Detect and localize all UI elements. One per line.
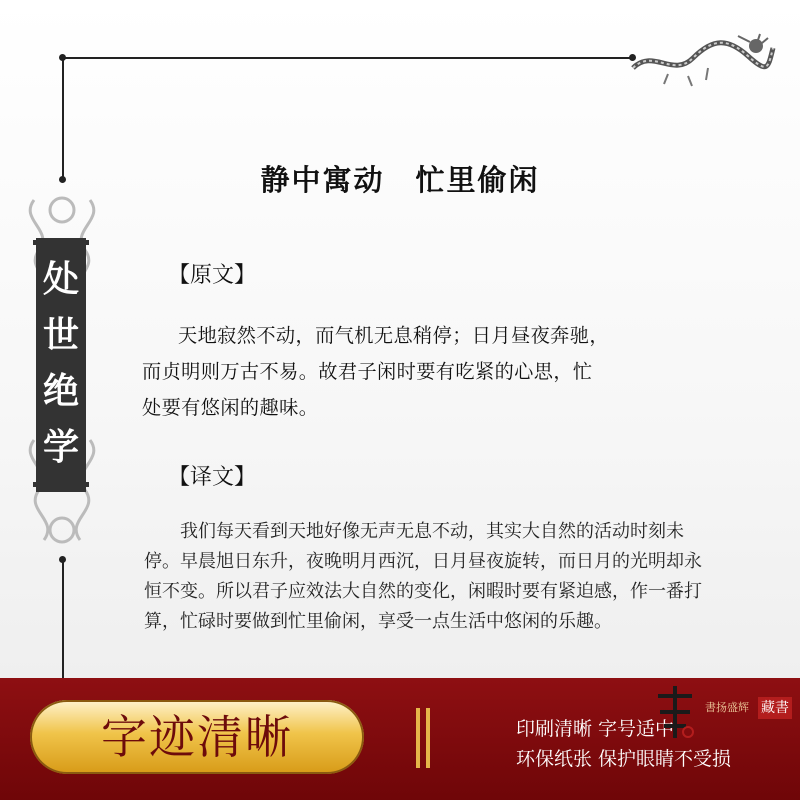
original-heading: 【原文】 [168,263,257,288]
translation-line: 算，忙碌时要做到忙里偷闲，享受一点生活中悠闲的乐趣。 [144,611,612,632]
calligraphy-mark [650,682,700,742]
banner-bar [33,240,89,245]
translation-text [144,517,784,637]
original-line: 天地寂然不动，而气机无息稍停；日月昼夜奔驰， [178,324,609,347]
top-rule [62,57,632,59]
rule-dot [59,556,66,563]
dragon-ornament [628,28,778,88]
gold-divider [426,708,430,768]
banner-char: 世 [42,315,79,356]
banner-char: 处 [42,259,79,300]
translation-line: 我们每天看到天地好像无声无息不动，其实大自然的活动时刻未 [180,521,684,542]
collection-seal: 藏書 [758,697,792,719]
brand-name: 書扬盛辉 [705,701,749,714]
banner-char: 绝 [42,371,79,412]
feature-badge-label: 字迹清晰 [101,710,293,764]
side-banner [36,238,86,492]
original-line: 而贞明则万古不易。故君子闲时要有吃紧的心思，忙 [142,360,593,383]
feature-line: 印刷清晰 字号适中 [516,718,675,740]
translation-heading: 【译文】 [168,465,257,490]
left-rule-lower [62,560,64,680]
banner-char: 学 [42,427,79,468]
feature-badge [30,700,364,774]
translation-line: 停。早晨旭日东升，夜晚明月西沉，日月昼夜旋转，而日月的光明却永 [144,551,702,572]
page-title: 静中寓动 忙里偷闲 [260,163,540,197]
translation-line: 恒不变。所以君子应效法大自然的变化，闲暇时要有紧迫感，作一番打 [144,581,702,602]
feature-line: 环保纸张 保护眼睛不受损 [516,748,732,770]
gold-divider [416,708,420,768]
banner-bar [33,482,89,487]
original-text [142,318,772,426]
original-line: 处要有悠闲的趣味。 [142,396,319,419]
rule-dot [59,54,66,61]
